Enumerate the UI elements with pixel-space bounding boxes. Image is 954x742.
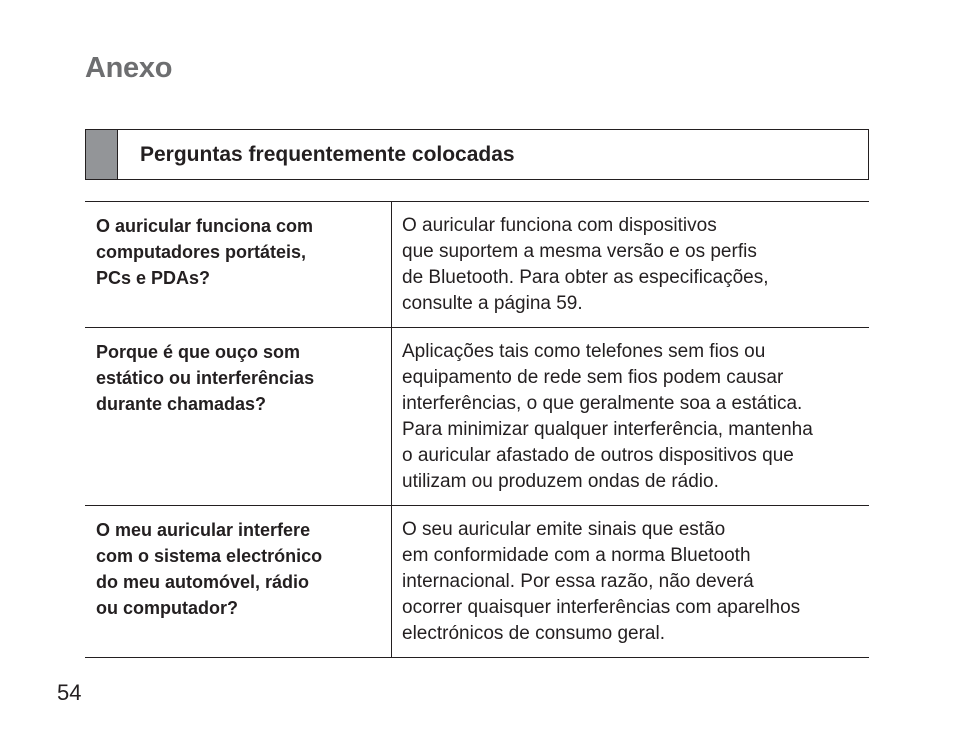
faq-question: Porque é que ouço som estático ou interferências durante chamadas? <box>96 342 315 414</box>
faq-question-cell <box>85 328 392 506</box>
faq-row <box>85 328 869 506</box>
page-number: 54 <box>57 680 82 705</box>
faq-question-cell <box>85 506 392 658</box>
faq-answer-cell <box>392 506 870 658</box>
section-header-bar <box>86 130 118 179</box>
page-title: Anexo <box>85 52 173 84</box>
faq-table <box>85 201 869 658</box>
faq-answer: O seu auricular emite sinais que estão em conformidade com a norma Bluetooth internacional. Por essa razão, não deverá ocorrer quaisquer interferências com aparelhos electrónicos de consumo geral. <box>402 519 801 644</box>
faq-row <box>85 506 869 658</box>
faq-question-cell <box>85 202 392 328</box>
section-heading: Perguntas frequentemente colocadas <box>140 142 515 166</box>
faq-answer-cell <box>392 328 870 506</box>
faq-answer: O auricular funciona com dispositivos que suportem a mesma versão e os perfis de Bluetooth. Para obter as especificações, consulte a página 59. <box>402 215 769 314</box>
faq-answer-cell <box>392 202 870 328</box>
faq-answer: Aplicações tais como telefones sem fios ou equipamento de rede sem fios podem causar interferências, o que geralmente soa a estática. Para minimizar qualquer interferência, mantenha o auricular afastado de outros dispositivos que utilizam ou produzem ondas de rádio. <box>402 341 813 492</box>
section-header <box>85 129 869 180</box>
faq-question: O meu auricular interfere com o sistema electrónico do meu automóvel, rádio ou computador? <box>96 520 323 618</box>
faq-row <box>85 202 869 328</box>
faq-question: O auricular funciona com computadores portáteis, PCs e PDAs? <box>96 216 314 288</box>
